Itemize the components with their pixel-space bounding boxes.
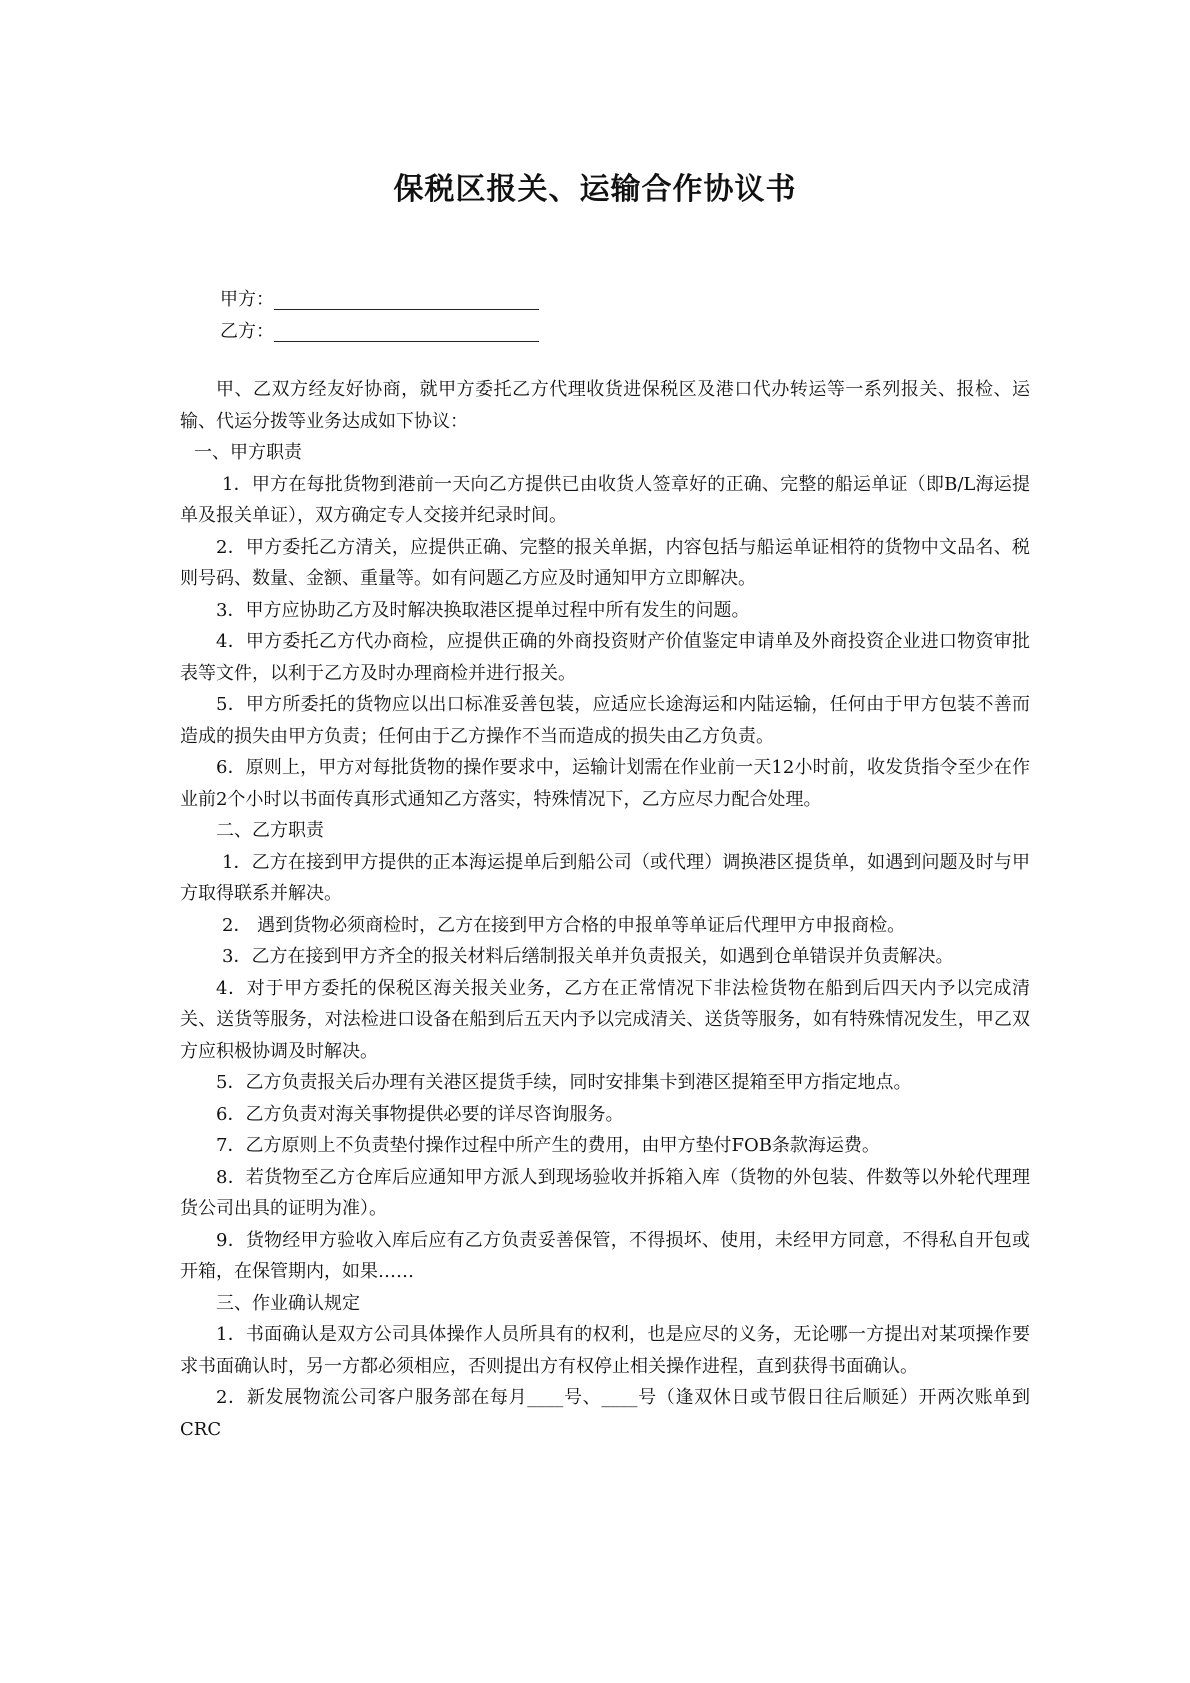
party-b-label: 乙方： [220,321,274,342]
section-heading: 二、乙方职责 [216,820,324,841]
clause-paragraph: 1．甲方在每批货物到港前一天向乙方提供已由收货人签章好的正确、完整的船运单证（即B/L海运提单及报关单证），双方确定专人交接并纪录时间。 [180,473,1030,526]
section-heading: 一、甲方职责 [194,442,302,463]
clause-paragraph: 2．新发展物流公司客户服务部在每月____号、____号（逢双休日或节假日往后顺延）开两次账单到CRC [180,1387,1030,1440]
clause-paragraph: 8．若货物至乙方仓库后应通知甲方派人到现场验收并拆箱入库（货物的外包装、件数等以外轮代理理货公司出具的证明为准）。 [180,1166,1030,1219]
clause-paragraph: 6．乙方负责对海关事物提供必要的详尽咨询服务。 [216,1103,624,1125]
party-a-blank-line [274,287,539,310]
clause-paragraph: 9．货物经甲方验收入库后应有乙方负责妥善保管，不得损坏、使用，未经甲方同意，不得私自开包或开箱，在保管期内，如果…… [180,1229,1030,1282]
clause-paragraph: 5．甲方所委托的货物应以出口标准妥善包装，应适应长途海运和内陆运输，任何由于甲方包装不善而造成的损失由甲方负责；任何由于乙方操作不当而造成的损失由乙方负责。 [180,694,1030,747]
document-title: 保税区报关、运输合作协议书 [393,172,797,207]
section-heading: 三、作业确认规定 [216,1292,360,1314]
parties-block [220,284,539,348]
clause-paragraph: 3．甲方应协助乙方及时解决换取港区提单过程中所有发生的问题。 [216,599,750,621]
clause-paragraph: 1．乙方在接到甲方提供的正本海运提单后到船公司（或代理）调换港区提货单，如遇到问题及时与甲方取得联系并解决。 [180,851,1030,904]
clause-paragraph: 4．甲方委托乙方代办商检，应提供正确的外商投资财产价值鉴定申请单及外商投资企业进口物资审批表等文件，以利于乙方及时办理商检并进行报关。 [180,631,1030,684]
party-a-label: 甲方： [220,289,274,310]
clause-paragraph: 7．乙方原则上不负责垫付操作过程中所产生的费用，由甲方垫付FOB条款海运费。 [216,1135,880,1156]
clause-paragraph: 6．原则上，甲方对每批货物的操作要求中，运输计划需在作业前一天12小时前，收发货指令至少在作业前2个小时以书面传真形式通知乙方落实，特殊情况下，乙方应尽力配合处理。 [180,757,1030,810]
agreement-body [180,374,1030,1445]
party-b-row [220,316,539,348]
clause-paragraph: 1．书面确认是双方公司具体操作人员所具有的权利，也是应尽的义务，无论哪一方提出对某项操作要求书面确认时，另一方都必须相应，否则提出方有权停止相关操作进程，直到获得书面确认。 [180,1324,1030,1377]
clause-paragraph: 2．甲方委托乙方清关，应提供正确、完整的报关单据，内容包括与船运单证相符的货物中文品名、税则号码、数量、金额、重量等。如有问题乙方应及时通知甲方立即解决。 [180,536,1030,589]
clause-paragraph: 3．乙方在接到甲方齐全的报关材料后缮制报关单并负责报关，如遇到仓单错误并负责解决。 [222,946,954,967]
clause-paragraph: 5．乙方负责报关后办理有关港区提货手续，同时安排集卡到港区提箱至甲方指定地点。 [216,1072,912,1093]
intro-paragraph: 甲、乙双方经友好协商，就甲方委托乙方代理收货进保税区及港口代办转运等一系列报关、报检、运输、代运分拨等业务达成如下协议： [180,379,1030,432]
party-b-blank-line [274,319,539,342]
clause-paragraph: 4．对于甲方委托的保税区海关报关业务，乙方在正常情况下非法检货物在船到后四天内予以完成清关、送货等服务，对法检进口设备在船到后五天内予以完成清关、送货等服务，如有特殊情况发生，甲乙双方应积极协调及时解决。 [180,977,1030,1062]
clause-paragraph: 2． 遇到货物必须商检时，乙方在接到甲方合格的申报单等单证后代理甲方申报商检。 [222,914,906,936]
party-a-row [220,284,539,316]
